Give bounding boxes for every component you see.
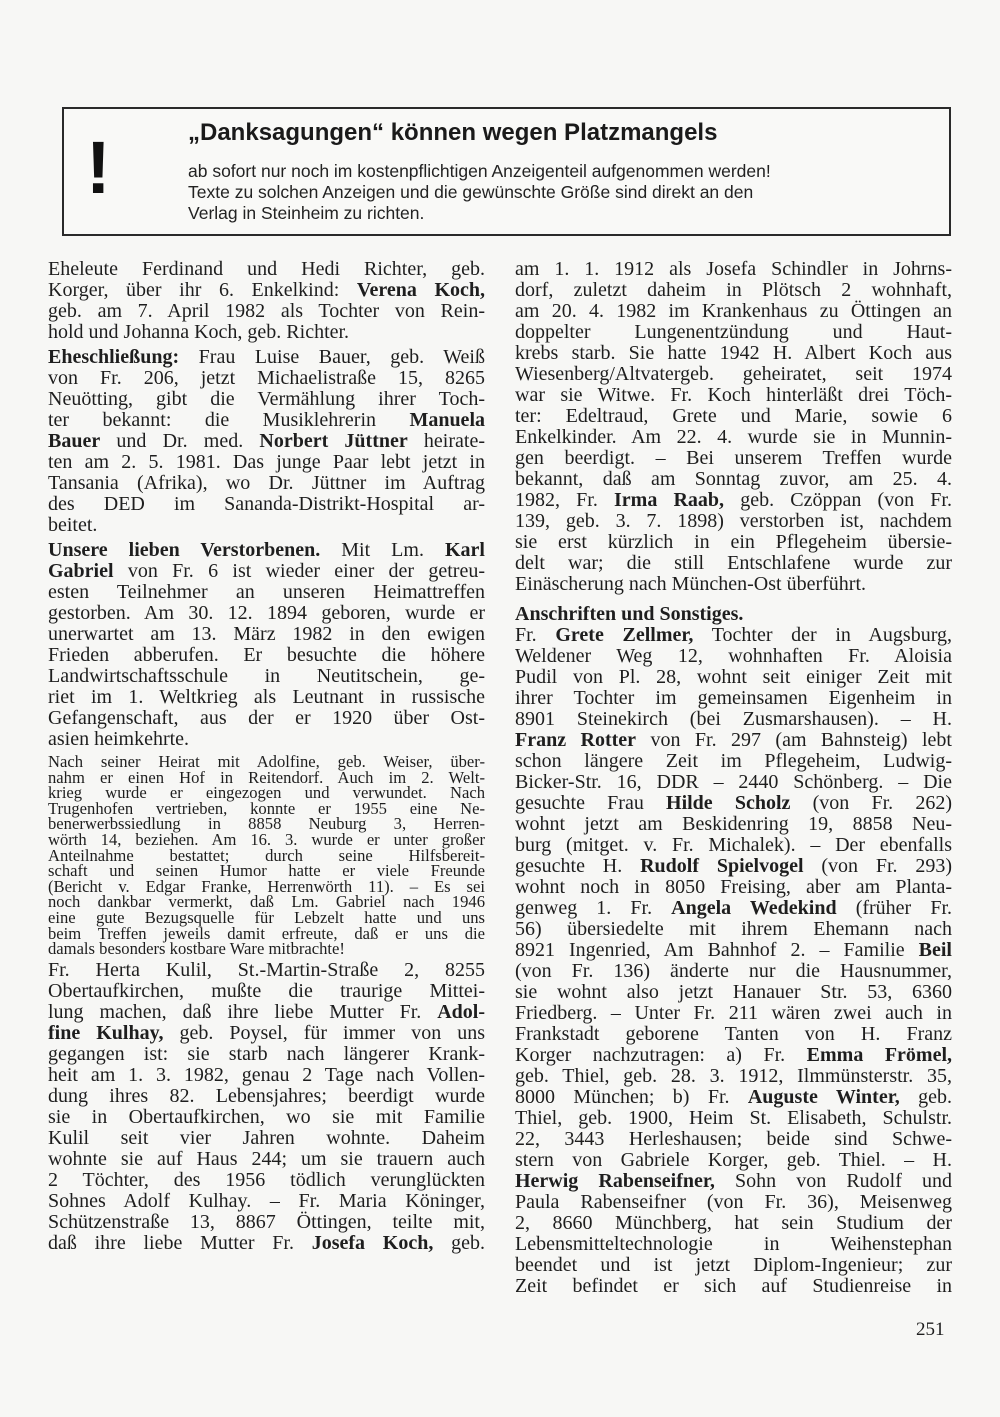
text-line: [515, 280, 952, 301]
text-segment: krebs starb. Sie hatte 1942 H. Albert Koch aus: [515, 342, 952, 364]
text-segment: Pudil von Pl. 28, wohnt seit einiger Zeit mit: [515, 666, 952, 688]
text-line: [48, 368, 485, 389]
text-segment: war sie Witwe. Fr. Koch hinterläßt drei Töch-: [515, 384, 952, 406]
exclamation-icon: !: [86, 126, 111, 209]
text-segment: Tochter der in Augsburg,: [693, 624, 952, 646]
text-segment: Mit Lm.: [320, 539, 445, 561]
text-line: [48, 1128, 485, 1149]
text-segment: Sohn von Rudolf und: [714, 1170, 952, 1192]
text-segment: gesuchte Frau: [515, 792, 667, 814]
text-line: [515, 1255, 952, 1276]
text-segment: 56) übersiedelte mit ihrem Ehemann nach: [515, 918, 952, 940]
text-segment: Zeit befindet er sich auf Studienreise in: [515, 1275, 952, 1297]
text-line: [48, 582, 485, 603]
text-segment: beendet und ist jetzt Diplom-Ingenieur; zur: [515, 1254, 952, 1276]
text-segment: Sohnes Adolf Kulhay. – Fr. Maria Köninger,: [48, 1189, 485, 1212]
paragraph: [48, 347, 485, 536]
text-segment: Tansania (Afrika), wo Dr. Jüttner im Auftrag: [48, 472, 485, 494]
text-line: [515, 427, 952, 448]
bold-name: Eheschließung:: [48, 346, 180, 368]
text-segment: schon längere Zeit im Pflegeheim, Ludwig-: [515, 750, 952, 772]
text-segment: Gefangenschaft, aus der er 1920 über Ost-: [48, 707, 485, 729]
text-line: [515, 364, 952, 385]
text-segment: daß ihre liebe Mutter Fr.: [48, 1231, 312, 1254]
bold-name: Franz Rotter: [515, 729, 637, 751]
paragraph: [515, 259, 952, 595]
text-segment: Frieden abberufen. Er besuchte die höhere: [48, 644, 485, 666]
bold-name: Norbert Jüttner: [259, 430, 408, 452]
text-segment: heirate-: [407, 430, 485, 452]
text-segment: sie wohnt also jetzt Hanauer Str. 53, 6360: [515, 981, 952, 1003]
bold-name: Herwig Rabenseifner,: [515, 1170, 715, 1192]
text-segment: bekannt, daß am Sonntag zuvor, am 25. 4.: [515, 468, 952, 490]
text-segment: 1982, Fr.: [515, 489, 614, 511]
text-line: [515, 553, 952, 574]
text-line: [515, 856, 952, 877]
text-line: [515, 835, 952, 856]
text-line: [48, 1044, 485, 1065]
text-line: [515, 940, 952, 961]
text-segment: sie in Obertaufkirchen, wo sie mit Familie: [48, 1105, 485, 1128]
text-segment: ter: Edeltraud, Grete und Marie, sowie 6: [515, 405, 952, 427]
text-line: [48, 981, 485, 1002]
text-line: [48, 473, 485, 494]
bold-name: Auguste Winter,: [747, 1086, 900, 1108]
paragraph: [48, 540, 485, 750]
bold-name: Gabriel: [48, 560, 114, 582]
text-segment: dung ihres 82. Lebensjahres; beerdigt wurde: [48, 1084, 485, 1107]
text-line: [515, 532, 952, 553]
text-line: [48, 431, 485, 452]
text-line: [515, 793, 952, 814]
text-line: [48, 708, 485, 729]
text-segment: und Dr. med.: [100, 430, 260, 452]
text-line: [515, 604, 952, 625]
text-line: [48, 941, 485, 957]
text-segment: des DED im Sananda-Distrikt-Hospital ar-: [48, 493, 485, 515]
text-line: [515, 1171, 952, 1192]
text-line: [515, 919, 952, 940]
text-segment: am 20. 4. 1982 im Krankenhaus zu Öttingen an: [515, 300, 952, 322]
text-line: [48, 540, 485, 561]
text-segment: gen beerdigt. – Bei unserem Treffen wurde: [515, 447, 952, 469]
text-segment: 8921 Ingenried, Am Bahnhof 2. – Familie: [515, 939, 919, 961]
text-line: [48, 1212, 485, 1233]
text-segment: (Bericht v. Edgar Franke, Herrenwörth 11). – Es sei: [48, 876, 485, 896]
text-line: [515, 898, 952, 919]
text-segment: (von Fr. 136) änderte nur die Hausnummer,: [515, 960, 952, 982]
text-segment: dorf, zuletzt daheim in Plötsch 2 wohnhaft,: [515, 279, 952, 301]
text-line: [515, 301, 952, 322]
text-segment: 22, 3443 Herleshausen; beide sind Schwe-: [515, 1128, 952, 1150]
text-segment: burg (mitget. v. Fr. Michalek). – Der ebenfalls: [515, 834, 952, 856]
bold-name: Grete Zellmer,: [555, 624, 694, 646]
notice-line: ab sofort nur noch im kostenpflichtigen Anzeigenteil aufgenommen werden!: [188, 161, 771, 181]
left-column: [48, 259, 485, 1258]
text-segment: Einäscherung nach München-Ost überführt.: [515, 573, 866, 595]
text-line: [515, 1213, 952, 1234]
text-segment: Friedberg. – Unter Fr. 211 wären zwei auch in: [515, 1002, 952, 1024]
text-segment: lung machen, daß ihre liebe Mutter Fr.: [48, 1000, 438, 1023]
page-number: 251: [916, 1319, 945, 1340]
text-segment: Anteilnahme bestattet; durch seine Hilfsbereit-: [48, 845, 485, 865]
text-line: [48, 624, 485, 645]
text-line: [48, 259, 485, 280]
paragraph: [48, 754, 485, 957]
text-segment: doppelter Lungenentzündung und Haut-: [515, 321, 952, 343]
text-line: [48, 1170, 485, 1191]
text-line: [515, 1066, 952, 1087]
text-segment: esten Teilnehmer an unseren Heimattreffen: [48, 581, 485, 603]
text-segment: nahm er einen Hof in Reitendorf. Auch im 2. Welt-: [48, 767, 485, 787]
text-line: [48, 645, 485, 666]
bold-name: Manuela: [409, 409, 485, 431]
text-line: [48, 410, 485, 431]
text-line: [48, 960, 485, 981]
text-segment: Korger nachzutragen: a) Fr.: [515, 1044, 807, 1066]
text-segment: Korger, über ihr 6. Enkelkind:: [48, 279, 357, 301]
text-segment: ter bekannt: die Musiklehrerin: [48, 409, 410, 431]
bold-name: Unsere lieben Verstorbenen.: [48, 539, 321, 561]
text-segment: Kulil seit vier Jahren wohnte. Daheim: [48, 1126, 485, 1149]
text-line: [515, 259, 952, 280]
text-line: [515, 1003, 952, 1024]
text-segment: geb. Poysel, für immer von uns: [163, 1021, 485, 1044]
text-line: [515, 1150, 952, 1171]
text-line: [515, 1192, 952, 1213]
text-line: [48, 561, 485, 582]
text-segment: Obertaufkirchen, mußte die traurige Mittei-: [48, 979, 485, 1002]
text-line: [515, 877, 952, 898]
text-segment: wörth 14, beziehen. Am 16. 3. wurde er unter großer: [48, 829, 485, 849]
text-segment: (von Fr. 293): [803, 855, 953, 877]
text-line: [515, 688, 952, 709]
text-line: [48, 280, 485, 301]
text-segment: geb. Czöppan (von Fr.: [724, 489, 952, 511]
text-line: [515, 1087, 952, 1108]
text-segment: asien heimkehrte.: [48, 728, 190, 750]
text-line: [515, 1045, 952, 1066]
text-segment: Frankstadt geborene Tanten von H. Franz: [515, 1023, 952, 1045]
text-segment: von Fr. 6 ist wieder einer der getreu-: [113, 560, 485, 582]
text-line: [48, 1086, 485, 1107]
text-segment: Eheleute Ferdinand und Hedi Richter, geb.: [48, 258, 485, 280]
text-segment: delt war; die still Entschlafene wurde zur: [515, 552, 952, 574]
text-line: [48, 452, 485, 473]
text-segment: Thiel, geb. 1900, Heim St. Elisabeth, Schulstr.: [515, 1107, 952, 1129]
text-line: [515, 1108, 952, 1129]
text-line: [515, 961, 952, 982]
bold-name: Verena Koch,: [356, 279, 486, 301]
text-line: [48, 322, 485, 343]
text-line: [515, 730, 952, 751]
text-segment: von Fr. 206, jetzt Michaelistraße 15, 8265: [48, 367, 485, 389]
text-line: [515, 667, 952, 688]
text-line: [48, 389, 485, 410]
text-line: [515, 625, 952, 646]
text-segment: 8000 München; b) Fr.: [515, 1086, 748, 1108]
bold-name: Adol-: [437, 1000, 485, 1023]
text-line: [48, 603, 485, 624]
text-line: [48, 1023, 485, 1044]
text-line: [48, 347, 485, 368]
text-segment: gesuchte H.: [515, 855, 641, 877]
text-line: [515, 490, 952, 511]
text-segment: wohnt noch in 8050 Freising, aber am Planta-: [515, 876, 952, 898]
text-line: [515, 322, 952, 343]
text-line: [48, 1233, 485, 1254]
text-segment: Frau Luise Bauer, geb. Weiß: [179, 346, 485, 368]
text-segment: hold und Johanna Koch, geb. Richter.: [48, 321, 350, 343]
text-line: [515, 1129, 952, 1150]
text-line: [48, 1149, 485, 1170]
text-segment: Trugenhofen vertrieben, konnte er 1955 eine Ne-: [48, 798, 485, 818]
text-segment: Neuötting, gibt die Vermählung ihrer Toch-: [48, 388, 485, 410]
text-segment: Lebensmitteltechnologie in Weihenstephan: [515, 1233, 952, 1255]
text-segment: riet im 1. Weltkrieg als Leutnant in russische: [48, 686, 485, 708]
text-segment: Weldener Weg 12, wohnhaften Fr. Aloisia: [515, 645, 952, 667]
notice-box: [62, 107, 951, 236]
text-segment: Fr.: [515, 624, 556, 646]
text-segment: am 1. 1. 1912 als Josefa Schindler in Johrns-: [515, 258, 952, 280]
text-line: [515, 574, 952, 595]
text-segment: geb. am 7. April 1982 als Tochter von Rein-: [48, 300, 485, 322]
text-segment: eine gute Bezugsquelle für Lebzelt hatte und uns: [48, 907, 485, 927]
text-segment: ihrer Tochter im gemeinsamen Eigenheim in: [515, 687, 952, 709]
text-segment: 2, 8660 Münchberg, hat sein Studium der: [515, 1212, 952, 1234]
text-line: [48, 687, 485, 708]
text-segment: gegangen ist: sie starb nach längerer Krank-: [48, 1042, 485, 1065]
text-segment: geb.: [433, 1231, 485, 1254]
text-segment: (früher Fr.: [836, 897, 952, 919]
text-line: [48, 666, 485, 687]
right-column: [515, 259, 952, 1297]
text-segment: Wiesenberg/Altvatergeb. geheiratet, seit 1974: [515, 363, 952, 385]
text-line: [515, 709, 952, 730]
text-line: [515, 1024, 952, 1045]
notice-body: [188, 161, 771, 224]
text-segment: Paula Rabenseifner (von Fr. 36), Meisenweg: [515, 1191, 952, 1213]
text-line: [515, 1276, 952, 1297]
text-segment: sie erst kürzlich in ein Pflegeheim übersie-: [515, 531, 952, 553]
text-segment: genweg 1. Fr.: [515, 897, 672, 919]
text-line: [515, 469, 952, 490]
text-segment: 8901 Steinekirch (bei Zusmarshausen). – H.: [515, 708, 952, 730]
notice-title: „Danksagungen“ können wegen Platzmangels: [188, 119, 718, 146]
text-segment: damals besonders kostbare Ware mitbrachte!: [48, 939, 345, 959]
text-segment: schaft und seinen Humor hatte er viele Freunde: [48, 861, 485, 881]
text-segment: geb.: [899, 1086, 952, 1108]
text-line: [48, 494, 485, 515]
text-segment: wohnte sie auf Haus 244; um sie trauern auch: [48, 1147, 485, 1170]
text-segment: ten am 2. 5. 1981. Das junge Paar lebt jetzt in: [48, 451, 485, 473]
text-segment: benerwerbssiedlung in 8858 Neuburg 3, Herren-: [48, 814, 485, 834]
text-line: [515, 646, 952, 667]
text-segment: Fr. Herta Kulil, St.-Martin-Straße 2, 8255: [48, 958, 485, 981]
text-line: [515, 385, 952, 406]
bold-name: Anschriften und Sonstiges.: [515, 603, 744, 625]
text-segment: 139, geb. 3. 7. 1898) verstorben ist, nachdem: [515, 510, 952, 532]
text-segment: beitet.: [48, 514, 98, 536]
text-segment: geb. Thiel, geb. 28. 3. 1912, Ilmmünsterstr. 35,: [515, 1065, 952, 1087]
text-line: [515, 751, 952, 772]
bold-name: Karl: [445, 539, 485, 561]
text-segment: beim Treffen jeweils damit erfreute, daß er uns die: [48, 923, 485, 943]
text-segment: krieg wurde er eingezogen und verwundet. Nach: [48, 783, 485, 803]
text-segment: Landwirtschaftsschule in Neutitschein, ge-: [48, 665, 485, 687]
text-segment: Nach seiner Heirat mit Adolfine, geb. Weiser, über-: [48, 752, 485, 771]
text-line: [515, 1234, 952, 1255]
text-line: [515, 772, 952, 793]
text-line: [515, 982, 952, 1003]
bold-name: Bauer: [48, 430, 101, 452]
text-segment: wohnt jetzt am Beskidenring 19, 8858 Neu-: [515, 813, 952, 835]
notice-line: Verlag in Steinheim zu richten.: [188, 203, 425, 223]
text-line: [48, 515, 485, 536]
text-line: [515, 448, 952, 469]
text-segment: heit am 1. 3. 1982, genau 2 Tage nach Vollen-: [48, 1063, 485, 1086]
text-line: [515, 814, 952, 835]
paragraph: [48, 259, 485, 343]
section: [515, 604, 952, 1297]
text-line: [48, 1065, 485, 1086]
text-segment: (von Fr. 262): [790, 792, 952, 814]
paragraph: [48, 960, 485, 1254]
text-segment: stern von Gabriele Korger, geb. Thiel. – H.: [515, 1149, 952, 1171]
text-line: [48, 1107, 485, 1128]
text-segment: unerwartet am 13. März 1982 in den ewigen: [48, 623, 485, 645]
notice-line: Texte zu solchen Anzeigen und die gewünschte Größe sind direkt an den: [188, 182, 754, 202]
bold-name: Hilde Scholz: [666, 792, 791, 814]
bold-name: Beil: [918, 939, 952, 961]
bold-name: Rudolf Spielvogel: [640, 855, 804, 877]
bold-name: fine Kulhay,: [48, 1021, 164, 1044]
text-segment: Bicker-Str. 16, DDR – 2440 Schönberg. – Die: [515, 771, 952, 793]
text-line: [48, 301, 485, 322]
bold-name: Angela Wedekind: [671, 897, 837, 919]
text-line: [48, 729, 485, 750]
text-segment: Schützenstraße 13, 8867 Öttingen, teilte mit,: [48, 1210, 485, 1233]
text-segment: gestorben. Am 30. 12. 1894 geboren, wurde er: [48, 602, 485, 624]
text-line: [515, 343, 952, 364]
bold-name: Josefa Koch,: [311, 1231, 434, 1254]
text-line: [48, 1191, 485, 1212]
text-line: [48, 1002, 485, 1023]
text-segment: noch dankbar vermerkt, daß Lm. Gabriel nach 1946: [48, 892, 485, 912]
text-segment: 2 Töchter, des 1956 tödlich verunglückten: [48, 1168, 485, 1191]
text-segment: Enkelkinder. Am 22. 4. wurde sie in Munnin-: [515, 426, 952, 448]
text-line: [515, 406, 952, 427]
text-segment: von Fr. 297 (am Bahnsteig) lebt: [636, 729, 952, 751]
bold-name: Emma Frömel,: [806, 1044, 953, 1066]
text-line: [515, 511, 952, 532]
bold-name: Irma Raab,: [614, 489, 725, 511]
